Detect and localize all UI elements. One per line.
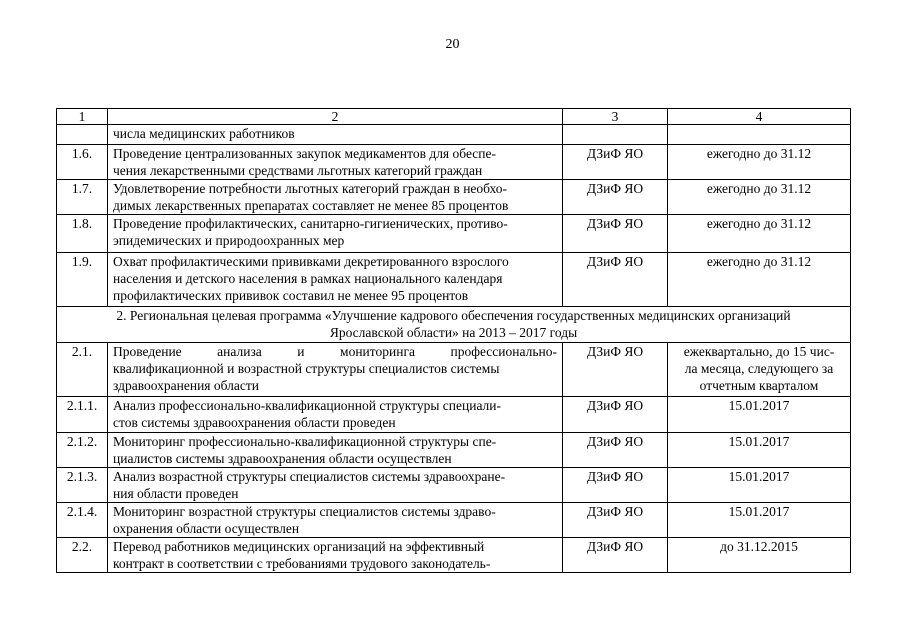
description-line: Мониторинг профессионально-квалификационной структуры спе- — [113, 434, 497, 449]
deadline-line: ежегодно до 31.12 — [706, 181, 812, 196]
table-row — [57, 180, 851, 215]
row-executor: ДЗиФ ЯО — [563, 397, 668, 433]
description-line: ния области проведен — [113, 486, 239, 501]
deadline-line: 15.01.2017 — [728, 398, 790, 413]
deadline-line: 15.01.2017 — [728, 469, 790, 484]
row-number: 2.1.2. — [57, 433, 108, 468]
description-word: мониторинга — [340, 344, 415, 359]
row-description — [108, 538, 563, 573]
section-heading-line: 2. Региональная целевая программа «Улучшение кадрового обеспечения государственных медицинских организаций — [116, 308, 791, 323]
row-number: 2.1.1. — [57, 397, 108, 433]
row-description — [108, 145, 563, 180]
table-row — [57, 343, 851, 397]
deadline-line: ла месяца, следующего за — [684, 361, 834, 376]
row-description — [108, 125, 563, 145]
deadline-line: 15.01.2017 — [728, 504, 790, 519]
description-line: стов системы здравоохранения области проведен — [113, 415, 396, 430]
deadline-line: ежегодно до 31.12 — [706, 146, 812, 161]
description-line: Охват профилактическими прививками декретированного взрослого — [113, 254, 509, 269]
row-deadline — [668, 145, 851, 180]
table-row — [57, 125, 851, 145]
table-row — [57, 433, 851, 468]
description-line: эпидемических и природоохранных мер — [113, 233, 345, 248]
plan-table — [56, 108, 851, 573]
row-description — [108, 397, 563, 433]
description-line: охранения области осуществлен — [113, 521, 300, 536]
row-number: 2.1.4. — [57, 503, 108, 538]
table-row — [57, 145, 851, 180]
row-executor: ДЗиФ ЯО — [563, 343, 668, 397]
deadline-line: до 31.12.2015 — [720, 539, 798, 554]
description-line: квалификационной и возрастной структуры специалистов системы — [113, 361, 500, 376]
row-executor: ДЗиФ ЯО — [563, 145, 668, 180]
row-deadline — [668, 503, 851, 538]
row-description — [108, 253, 563, 307]
description-line: числа медицинских работников — [113, 126, 295, 141]
row-number: 2.2. — [57, 538, 108, 573]
section-heading — [57, 307, 851, 343]
row-executor: ДЗиФ ЯО — [563, 215, 668, 253]
description-line: профилактических прививок составил не менее 95 процентов — [113, 288, 469, 303]
section-heading-line: Ярославской области» на 2013 – 2017 годы — [329, 325, 578, 340]
description-line: контракт в соответствии с требованиями трудового законодатель- — [113, 556, 491, 571]
deadline-line: ежегодно до 31.12 — [706, 254, 812, 269]
row-deadline — [668, 215, 851, 253]
description-line: Перевод работников медицинских организаций на эффективный — [113, 539, 485, 554]
table-row — [57, 468, 851, 503]
description-word: и — [297, 344, 305, 359]
row-number: 1.8. — [57, 215, 108, 253]
description-line: Анализ возрастной структуры специалистов системы здравоохране- — [113, 469, 506, 484]
description-word: Проведение — [113, 344, 182, 359]
description-line: населения и детского населения в рамках национального календаря — [113, 271, 503, 286]
section-heading-row — [57, 307, 851, 343]
table-row — [57, 538, 851, 573]
row-description — [108, 433, 563, 468]
description-line: Проведение централизованных закупок медикаментов для обеспе- — [113, 146, 496, 161]
row-deadline — [668, 253, 851, 307]
page-number: 20 — [445, 37, 460, 52]
row-description — [108, 215, 563, 253]
header-col-3: 3 — [563, 109, 668, 125]
row-executor: ДЗиФ ЯО — [563, 538, 668, 573]
row-executor: ДЗиФ ЯО — [563, 468, 668, 503]
row-executor: ДЗиФ ЯО — [563, 180, 668, 215]
row-description — [108, 180, 563, 215]
deadline-line: 15.01.2017 — [728, 434, 790, 449]
header-col-4: 4 — [668, 109, 851, 125]
row-executor: ДЗиФ ЯО — [563, 253, 668, 307]
deadline-line: отчетным кварталом — [699, 378, 819, 393]
row-executor: ДЗиФ ЯО — [563, 503, 668, 538]
table-header-row — [57, 109, 851, 125]
row-deadline — [668, 538, 851, 573]
row-deadline — [668, 433, 851, 468]
description-line: Проведение профилактических, санитарно-гигиенических, противо- — [113, 216, 508, 231]
header-col-2: 2 — [108, 109, 563, 125]
row-number: 1.6. — [57, 145, 108, 180]
table-row — [57, 503, 851, 538]
description-line: чения лекарственными средствами льготных категорий граждан — [113, 163, 483, 178]
row-deadline — [668, 125, 851, 145]
row-executor — [563, 125, 668, 145]
row-number: 2.1. — [57, 343, 108, 397]
description-line: циалистов системы здравоохранения области осуществлен — [113, 451, 452, 466]
description-line: Удовлетворение потребности льготных категорий граждан в необхо- — [113, 181, 507, 196]
row-description — [108, 343, 563, 397]
table-row — [57, 253, 851, 307]
table-row — [57, 397, 851, 433]
row-description — [108, 468, 563, 503]
description-line: Анализ профессионально-квалификационной структуры специали- — [113, 398, 502, 413]
description-word: анализа — [217, 344, 262, 359]
row-number: 1.7. — [57, 180, 108, 215]
description-line — [113, 343, 557, 360]
description-line: димых лекарственных препаратах составляет не менее 85 процентов — [113, 198, 509, 213]
description-line: Мониторинг возрастной структуры специалистов системы здраво- — [113, 504, 496, 519]
row-description — [108, 503, 563, 538]
deadline-line: ежегодно до 31.12 — [706, 216, 812, 231]
description-line: здравоохранения области — [113, 378, 260, 393]
row-deadline — [668, 343, 851, 397]
table-row — [57, 215, 851, 253]
deadline-line: ежеквартально, до 15 чис- — [683, 344, 835, 359]
row-executor: ДЗиФ ЯО — [563, 433, 668, 468]
row-deadline — [668, 397, 851, 433]
row-deadline — [668, 180, 851, 215]
row-number: 2.1.3. — [57, 468, 108, 503]
row-number: 1.9. — [57, 253, 108, 307]
row-number — [57, 125, 108, 145]
description-word: профессионально- — [450, 344, 557, 359]
header-col-1: 1 — [57, 109, 108, 125]
row-deadline — [668, 468, 851, 503]
